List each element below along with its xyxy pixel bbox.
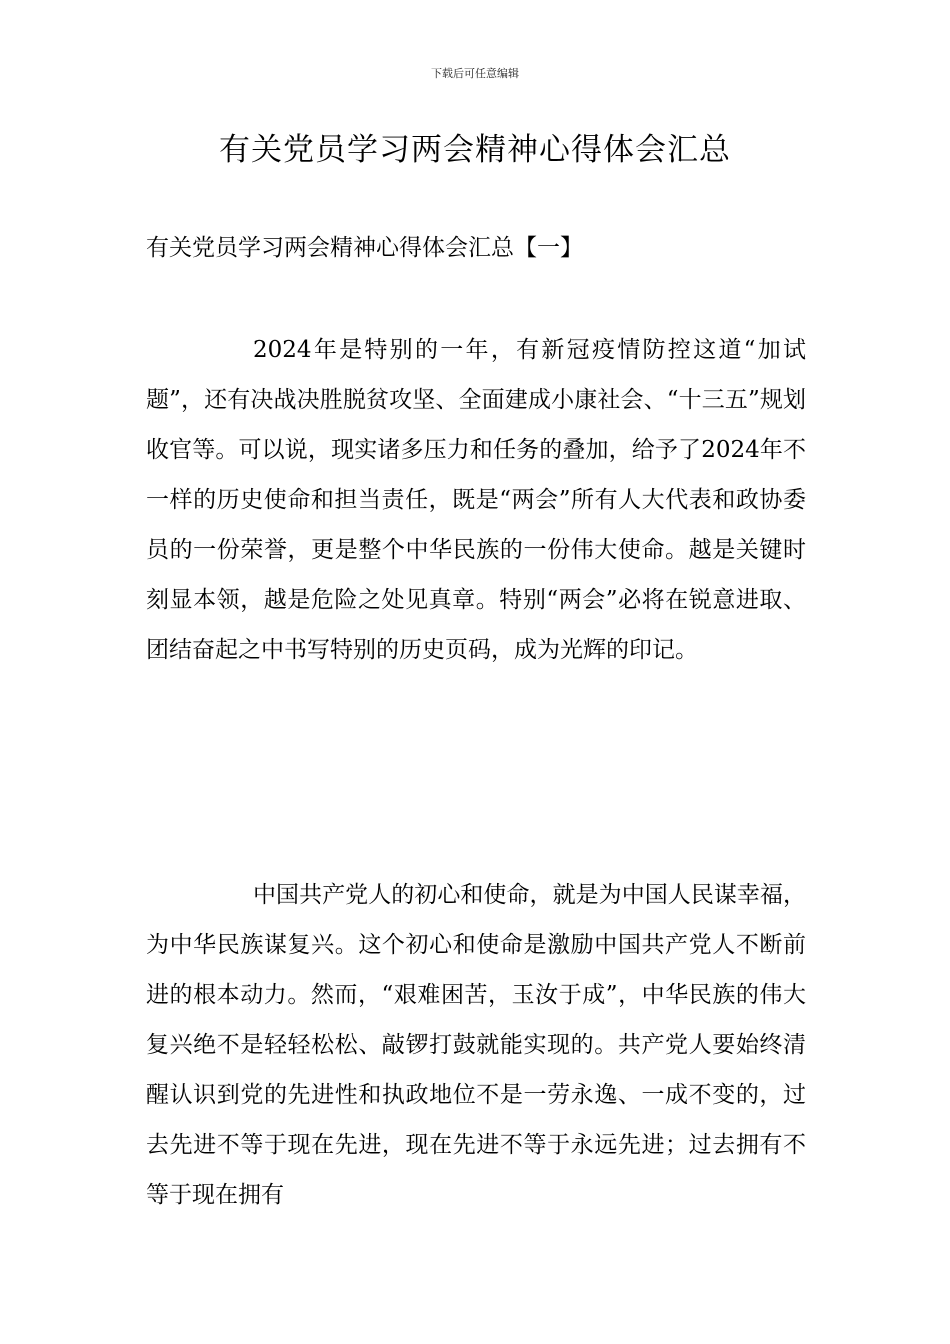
document-title: 有关党员学习两会精神心得体会汇总 — [219, 132, 731, 168]
body-paragraph-1: 2024年是特别的一年，有新冠疫情防控这道“加试题”，还有决战决胜脱贫攻坚、全面建成小康社会、“十三五”规划收官等。可以说，现实诸多压力和任务的叠加，给予了2024年不一样的历史使命和担当责任，既是“两会”所有人大代表和政协委员的一份荣誉，更是整个中华民族的一份伟大使命。越是关键时刻显本领，越是危险之处见真章。特别“两会”必将在锐意进取、团结奋起之中书写特别的历史页码，成为光辉的印记。 — [146, 337, 806, 663]
header-note: 下载后可任意编辑 — [431, 67, 519, 80]
body-paragraph-2: 中国共产党人的初心和使命，就是为中国人民谋幸福，为中华民族谋复兴。这个初心和使命是激励中国共产党人不断前进的根本动力。然而，“艰难困苦，玉汝于成”，中华民族的伟大复兴绝不是轻轻松松、敲锣打鼓就能实现的。共产党人要始终清醒认识到党的先进性和执政地位不是一劳永逸、一成不变的，过去先进不等于现在先进，现在先进不等于永远先进；过去拥有不等于现在拥有 — [146, 882, 806, 1208]
section-heading: 有关党员学习两会精神心得体会汇总【一】 — [146, 235, 583, 261]
